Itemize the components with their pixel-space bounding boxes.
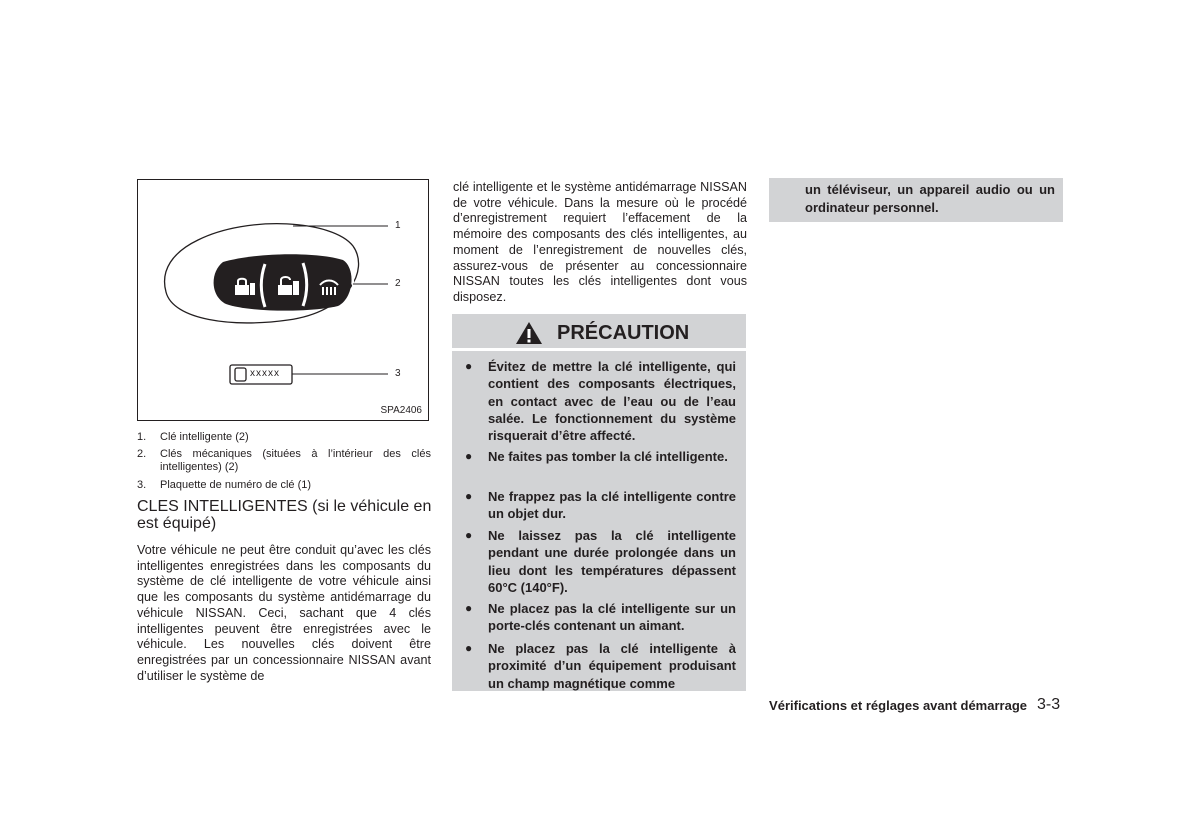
bullet-icon: ● xyxy=(465,641,473,655)
caption-text: Plaquette de numéro de clé (1) xyxy=(160,479,312,491)
caution-bullet-text: Ne frappez pas la clé intelligente contre un objet dur. xyxy=(488,489,736,522)
caution-header xyxy=(452,314,746,351)
caution-bullet-text: Ne placez pas la clé intelligente sur un porte-clés contenant un aimant. xyxy=(488,601,736,634)
caution-continuation-text: un téléviseur, un appareil audio ou un ordinateur personnel. xyxy=(805,182,1055,215)
page-number: 3-3 xyxy=(1037,696,1061,713)
caution-continuation-box xyxy=(769,178,1063,222)
caution-bullet xyxy=(452,448,746,465)
caution-bullet xyxy=(452,488,746,523)
caution-bullet-text: Évitez de mettre la clé intelligente, qui contient des composants électriques, en contact avec de l’eau ou de l’eau salée. Le fonctionnement du système risquerait d’être affecté. xyxy=(488,359,736,444)
bullet-icon: ● xyxy=(465,449,473,463)
key-figure xyxy=(137,179,429,421)
figure-code: SPA2406 xyxy=(380,405,422,416)
warning-triangle-icon xyxy=(515,321,543,350)
body-paragraph-part1: Votre véhicule ne peut être conduit qu’avec les clés intelligentes enregistrées dans les composants du système de clé intelligente de votre véhicule ainsi que les composants du système antidémarrage du véhicule NISSAN. Ceci, sachant que 4 clés intelligentes peuvent être enregistrées avec le véhicule. Les nouvelles clés doivent être enregistrées par un concessionnaire NISSAN avant d’utiliser le système de xyxy=(137,543,431,683)
callout-1: 1 xyxy=(395,220,401,231)
plate-text: xxxxx xyxy=(250,368,280,379)
caption-item xyxy=(137,431,431,444)
caution-bullet xyxy=(452,527,746,596)
body-paragraph-part2: clé intelligente et le système antidémarrage NISSAN de votre véhicule. Dans la mesure où le procédé d’enregistrement requiert l’effacement de la mémoire des composants des clés intelligentes, au moment de l’enregistrement de nouvelles clés, assurez-vous de présenter au concessionnaire NISSAN toutes les clés intelligentes dont vous disposez. xyxy=(453,180,747,304)
bullet-icon: ● xyxy=(465,528,473,542)
footer-section-title: Vérifications et réglages avant démarrage xyxy=(769,698,1027,713)
caption-number: 1. xyxy=(137,431,147,443)
caution-box xyxy=(452,314,746,691)
caution-bullet-text: Ne laissez pas la clé intelligente pendant une durée prolongée dans un lieu dont les températures dépassent 60°C (140°F). xyxy=(488,528,736,595)
bullet-icon: ● xyxy=(465,601,473,615)
caution-bullet-text: Ne faites pas tomber la clé intelligente. xyxy=(488,449,728,464)
caption-item xyxy=(137,479,431,492)
callout-3: 3 xyxy=(395,368,401,379)
caption-number: 2. xyxy=(137,448,147,460)
callout-2: 2 xyxy=(395,278,401,289)
section-heading: CLES INTELLIGENTES (si le véhicule en est équipé) xyxy=(137,498,432,532)
bullet-icon: ● xyxy=(465,489,473,503)
bullet-icon: ● xyxy=(465,359,473,373)
intelligent-key-illustration xyxy=(138,180,428,420)
caption-number: 3. xyxy=(137,479,147,491)
caution-bullet-text: Ne placez pas la clé intelligente à proximité d’un équipement produisant un champ magnétique comme xyxy=(488,641,736,691)
caption-text: Clé intelligente (2) xyxy=(160,431,249,443)
caption-item xyxy=(137,448,431,474)
caution-bullet xyxy=(452,600,746,635)
caption-text: Clés mécaniques (situées à l’intérieur des clés intelligentes) (2) xyxy=(160,448,431,473)
caution-bullet xyxy=(452,358,746,444)
caution-title: PRÉCAUTION xyxy=(557,322,690,344)
caution-bullet xyxy=(452,640,746,692)
